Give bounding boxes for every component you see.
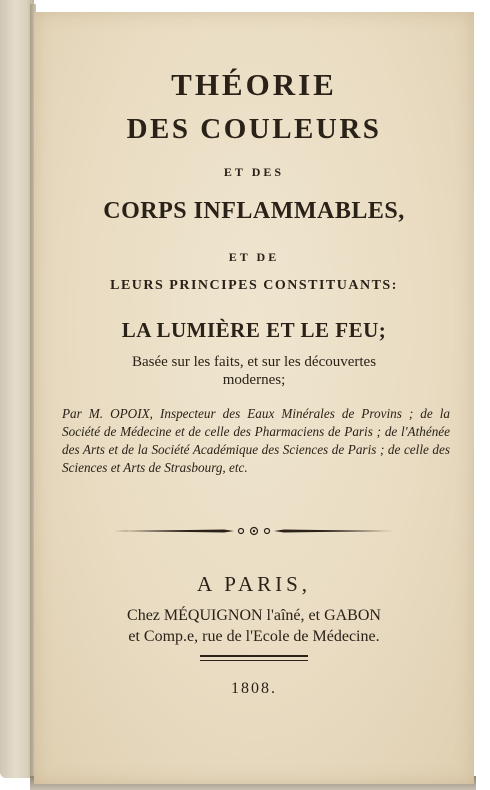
title-page [34,12,474,784]
title-line-5: LA LUMIÈRE ET LE FEU; [121,318,387,342]
title-line-3: CORPS INFLAMMABLES, [103,198,405,224]
publisher-line-2: et Comp.e, rue de l'Ecole de Médecine. [128,628,380,645]
subtitle-line-2: modernes; [222,372,286,388]
author-paragraph: Par M. OPOIX, Inspecteur des Eaux Minérales de Provins ; de la Société de Médecine et de celle des Pharmaciens de Paris ; de l'Athénée des Arts et de la Société Académique des Sciences de Paris ; de celle des Sciences et Arts de Strasbourg, etc. [62,406,450,475]
place-of-publication: A PARIS, [196,572,312,596]
conjunction-2: ET DE [228,250,280,264]
publication-year: 1808. [231,680,277,697]
title-line-4: LEURS PRINCIPES CONSTITUANTS: [110,278,398,293]
title-line-2: DES COULEURS [126,113,382,145]
conjunction-1: ET DES [223,165,285,179]
publisher-line-1: Chez MÉQUIGNON l'aîné, et GABON [127,607,381,624]
book-spine [0,0,34,778]
title-line-1: THÉORIE [171,67,337,102]
ornamental-divider [114,524,394,538]
double-rule-bottom [200,660,308,661]
double-rule-top [200,655,308,657]
subtitle-line-1: Basée sur les faits, et sur les découvertes [131,354,377,370]
